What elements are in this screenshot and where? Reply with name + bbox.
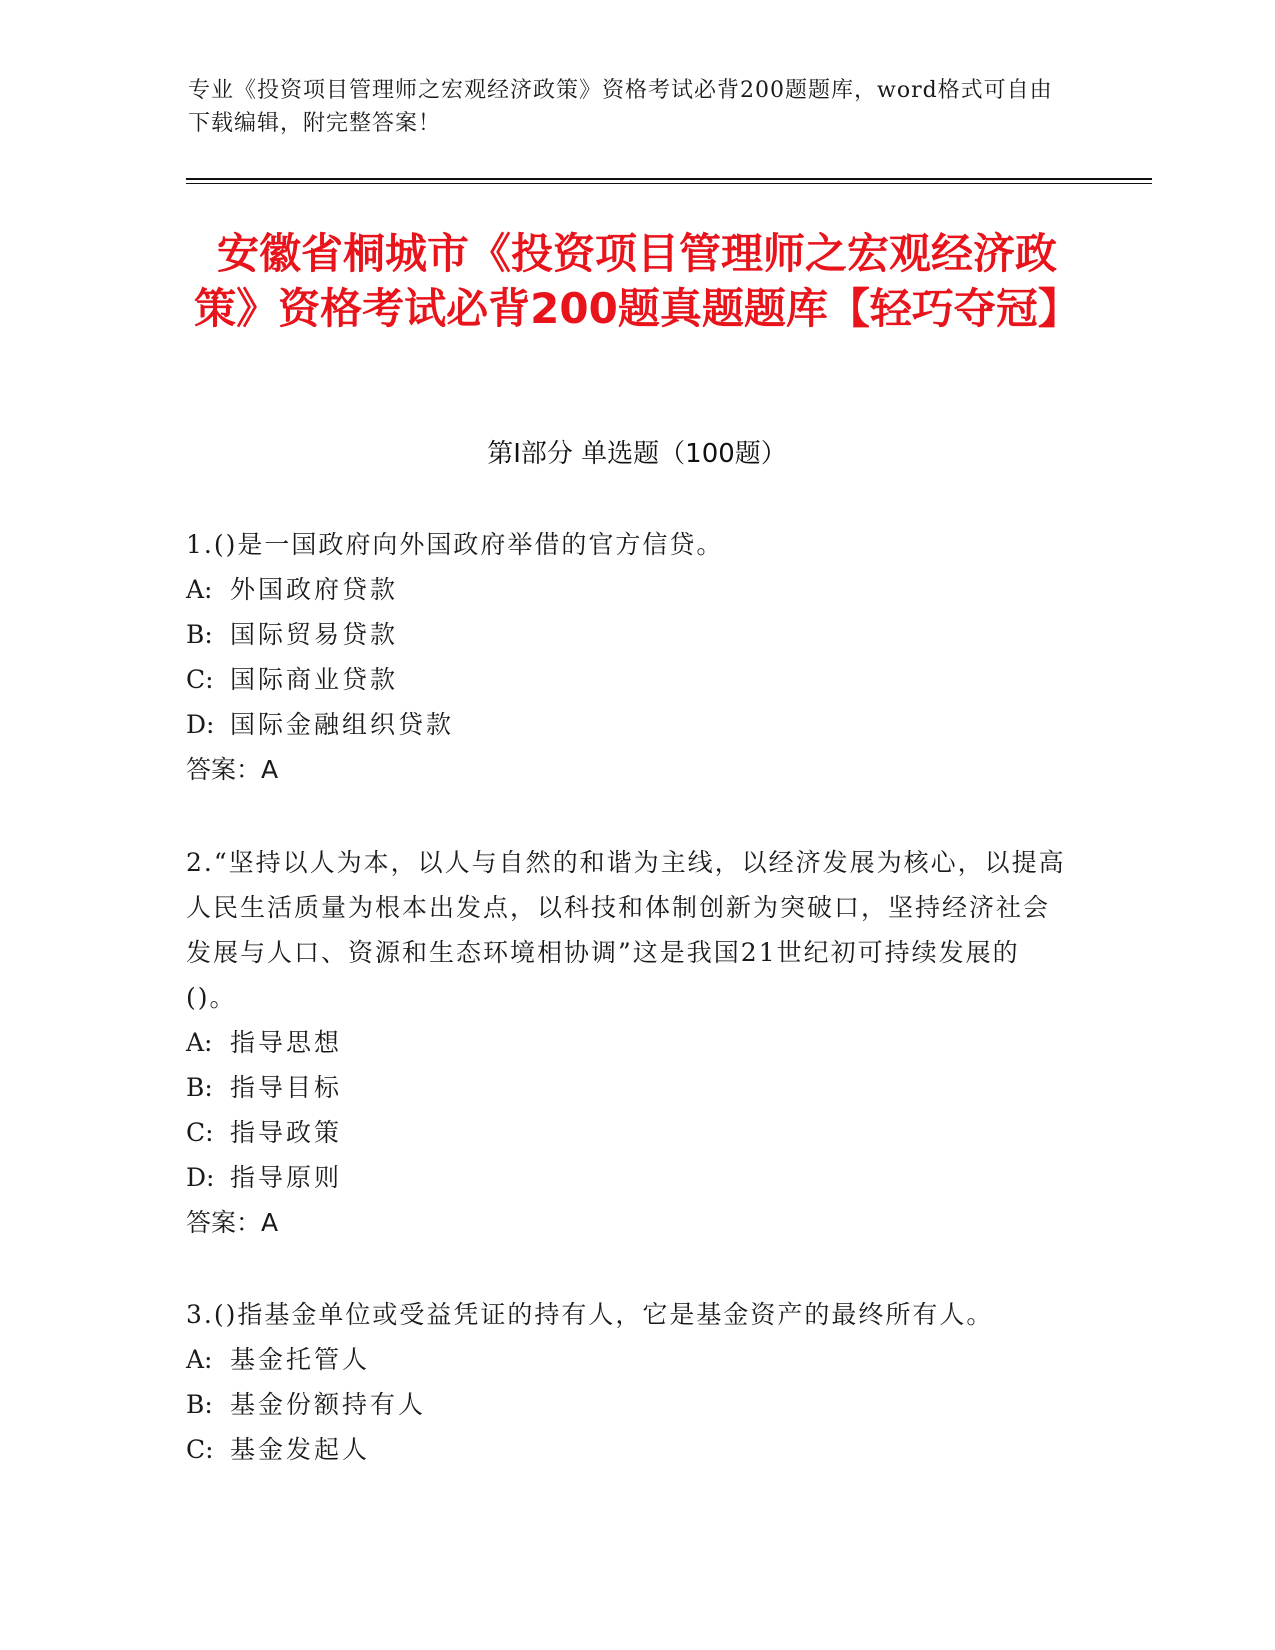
option-c: [186, 1110, 1066, 1155]
option-c: [186, 1427, 1066, 1472]
option-letter: B:: [186, 1073, 213, 1102]
option-letter: C:: [186, 1435, 214, 1464]
option-b: [186, 1382, 1066, 1427]
option-d: [186, 702, 1066, 747]
option-text: 国际金融组织贷款: [230, 710, 455, 739]
option-letter: D:: [186, 710, 215, 739]
section-title: 第I部分 单选题（100题）: [487, 439, 787, 469]
header-rule-thick: [186, 178, 1152, 180]
option-letter: A:: [186, 575, 213, 604]
option-text: 基金托管人: [230, 1345, 371, 1374]
option-text: 指导政策: [230, 1118, 343, 1147]
option-b: [186, 1065, 1066, 1110]
option-text: 外国政府贷款: [230, 575, 399, 604]
answer-line: 答案：A: [186, 755, 279, 784]
option-letter: B:: [186, 620, 213, 649]
option-letter: A:: [186, 1028, 213, 1057]
option-a: [186, 1337, 1066, 1382]
option-letter: D:: [186, 1163, 215, 1192]
question-stem: 3.()指基金单位或受益凭证的持有人，它是基金资产的最终所有人。: [186, 1300, 994, 1329]
option-a: [186, 567, 1066, 612]
option-letter: B:: [186, 1390, 213, 1419]
question-1: [186, 522, 1066, 792]
option-d: [186, 1155, 1066, 1200]
option-text: 指导目标: [230, 1073, 343, 1102]
option-text: 指导原则: [230, 1163, 343, 1192]
option-text: 国际商业贷款: [230, 665, 399, 694]
answer-line: 答案：A: [186, 1208, 279, 1237]
option-letter: C:: [186, 665, 214, 694]
question-2: [186, 840, 1066, 1245]
option-c: [186, 657, 1066, 702]
question-3: [186, 1292, 1066, 1472]
document-title: 安徽省桐城市《投资项目管理师之宏观经济政策》资格考试必背200题真题题库【轻巧夺冠】: [194, 229, 1080, 333]
option-b: [186, 612, 1066, 657]
option-letter: C:: [186, 1118, 214, 1147]
option-text: 国际贸易贷款: [230, 620, 399, 649]
option-text: 指导思想: [230, 1028, 343, 1057]
header-rule-thin: [186, 183, 1152, 184]
option-a: [186, 1020, 1066, 1065]
option-letter: A:: [186, 1345, 213, 1374]
question-stem: 1.()是一国政府向外国政府举借的官方信贷。: [186, 530, 724, 559]
question-stem: 2.“坚持以人为本，以人与自然的和谐为主线，以经济发展为核心，以提高人民生活质量为根本出发点，以科技和体制创新为突破口，坚持经济社会发展与人口、资源和生态环境相协调”这是我国21世纪初可持续发展的()。: [186, 848, 1066, 1012]
option-text: 基金份额持有人: [230, 1390, 427, 1419]
option-text: 基金发起人: [230, 1435, 371, 1464]
header-note: 专业《投资项目管理师之宏观经济政策》资格考试必背200题题库，word格式可自由下载编辑，附完整答案！: [188, 78, 1053, 136]
